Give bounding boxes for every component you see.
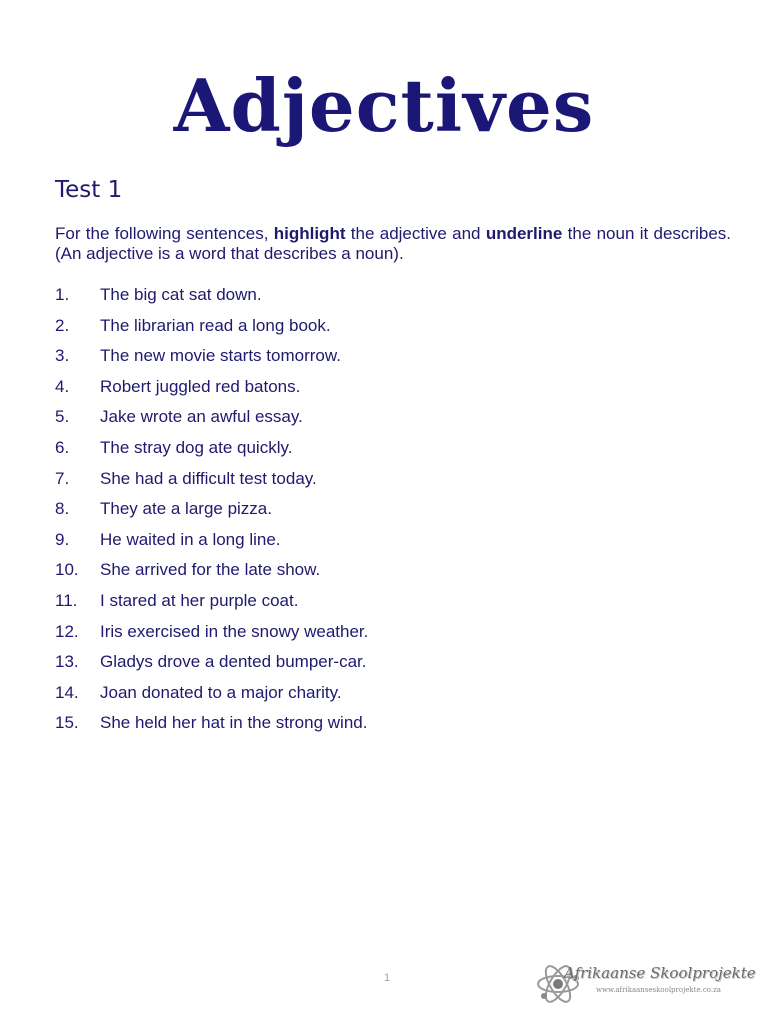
- question-text: The librarian read a long book.: [100, 315, 331, 335]
- question-item: [55, 650, 715, 681]
- question-text: She had a difficult test today.: [100, 468, 317, 488]
- instructions-part-3: the noun it describes. (An adjective is a word that describes a noun).: [55, 224, 731, 263]
- question-number: 15.: [55, 713, 79, 733]
- page-title: Adjectives: [173, 63, 595, 148]
- question-item: [55, 344, 715, 375]
- test-heading: Test 1: [55, 177, 123, 203]
- question-number: 13.: [55, 652, 79, 672]
- question-number: 3.: [55, 346, 70, 366]
- question-text: She held her hat in the strong wind.: [100, 713, 368, 733]
- question-text: Jake wrote an awful essay.: [100, 407, 303, 427]
- question-number: 5.: [55, 407, 70, 427]
- instructions-underline-word: underline: [485, 224, 563, 243]
- question-number: 14.: [55, 682, 79, 702]
- question-item: [55, 620, 715, 651]
- question-number: 8.: [55, 499, 70, 519]
- instructions-highlight-word: highlight: [273, 224, 346, 243]
- question-number: 12.: [55, 621, 79, 641]
- question-item: [55, 314, 715, 345]
- question-item: [55, 375, 715, 406]
- question-text: The stray dog ate quickly.: [100, 437, 293, 457]
- question-item: [55, 497, 715, 528]
- question-item: [55, 405, 715, 436]
- question-number: 4.: [55, 376, 70, 396]
- question-number: 7.: [55, 468, 70, 488]
- atom-icon: [536, 952, 586, 1012]
- question-item: [55, 528, 715, 559]
- question-number: 9.: [55, 529, 70, 549]
- question-text: I stared at her purple coat.: [100, 590, 299, 610]
- question-item: [55, 436, 715, 467]
- question-item: [55, 467, 715, 498]
- logo-name: Afrikaanse Skoolprojekte: [564, 964, 756, 982]
- question-text: Gladys drove a dented bumper-car.: [100, 652, 367, 672]
- question-text: Robert juggled red batons.: [100, 376, 301, 396]
- logo-url: www.afrikaanseskoolprojekte.co.za: [596, 986, 721, 994]
- question-text: The big cat sat down.: [100, 285, 262, 304]
- question-text: He waited in a long line.: [100, 529, 281, 549]
- question-text: The new movie starts tomorrow.: [100, 346, 341, 366]
- question-number: 6.: [55, 437, 70, 457]
- page-number: 1: [384, 972, 391, 984]
- question-number: 11.: [55, 590, 78, 610]
- question-item: [55, 711, 715, 742]
- question-item: [55, 558, 715, 589]
- question-number: 10.: [55, 560, 79, 580]
- instructions-part-2: the adjective and: [345, 224, 486, 243]
- question-item: [55, 589, 715, 620]
- question-text: They ate a large pizza.: [100, 499, 272, 519]
- question-item: [55, 283, 715, 314]
- footer-logo: [536, 952, 756, 1012]
- question-text: Iris exercised in the snowy weather.: [100, 621, 369, 641]
- question-number: 1.: [55, 285, 70, 304]
- instructions-part-1: For the following sentences,: [55, 224, 274, 243]
- instructions: [55, 224, 731, 264]
- question-item: [55, 681, 715, 712]
- question-number: 2.: [55, 315, 70, 335]
- question-list: [55, 283, 715, 742]
- question-text: Joan donated to a major charity.: [100, 682, 342, 702]
- question-text: She arrived for the late show.: [100, 560, 321, 580]
